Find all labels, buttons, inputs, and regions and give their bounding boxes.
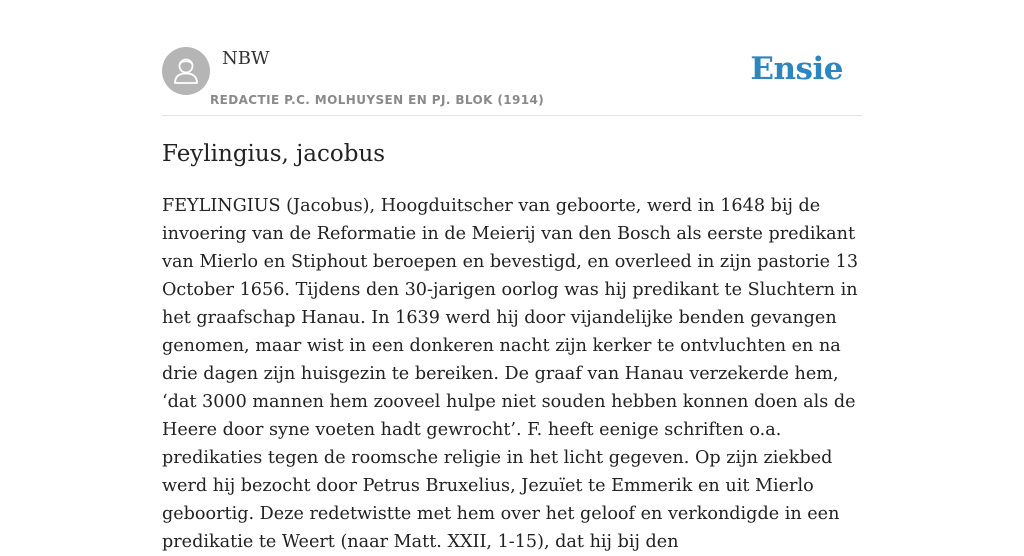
article-title: Feylingius, jacobus [162, 141, 386, 167]
author-name[interactable]: NBW [222, 48, 270, 69]
ensie-logo[interactable]: Ensie [750, 51, 843, 87]
article-header [162, 46, 862, 116]
article-body: FEYLINGIUS (Jacobus), Hoogduitscher van geboorte, werd in 1648 bij de invoering van de Reformatie in de Meierij van den Bosch als eerste predikant van Mierlo en Stiphout beroepen en bevestigd, en overleed in zijn pastorie 13 October 1656. Tijdens den 30-jarigen oorlog was hij predikant te Sluchtern in het graafschap Hanau. In 1639 werd hij door vijandelijke benden gevangen genomen, maar wist in een donkeren nacht zijn kerker te ontvluchten en na drie dagen zijn huisgezin te bereiken. De graaf van Hanau verzekerde hem, ‘dat 3000 mannen hem zooveel hulpe niet souden hebben konnen doen als de Heere door syne voeten hadt gewrocht’. F. heeft eenige schriften o.a. predikaties tegen de roomsche religie in het licht gegeven. Op zijn ziekbed werd hij bezocht door Petrus Bruxelius, Jezuïet te Emmerik en uit Mierlo geboortig. Deze redetwistte met hem over het geloof en verkondigde in een predikatie te Weert (naar Matt. XXII, 1-15), dat hij bij den [162, 196, 859, 552]
source-label: REDACTIE P.C. MOLHUYSEN EN PJ. BLOK (1914) [210, 93, 545, 107]
avatar [162, 47, 210, 95]
user-icon [162, 47, 210, 95]
